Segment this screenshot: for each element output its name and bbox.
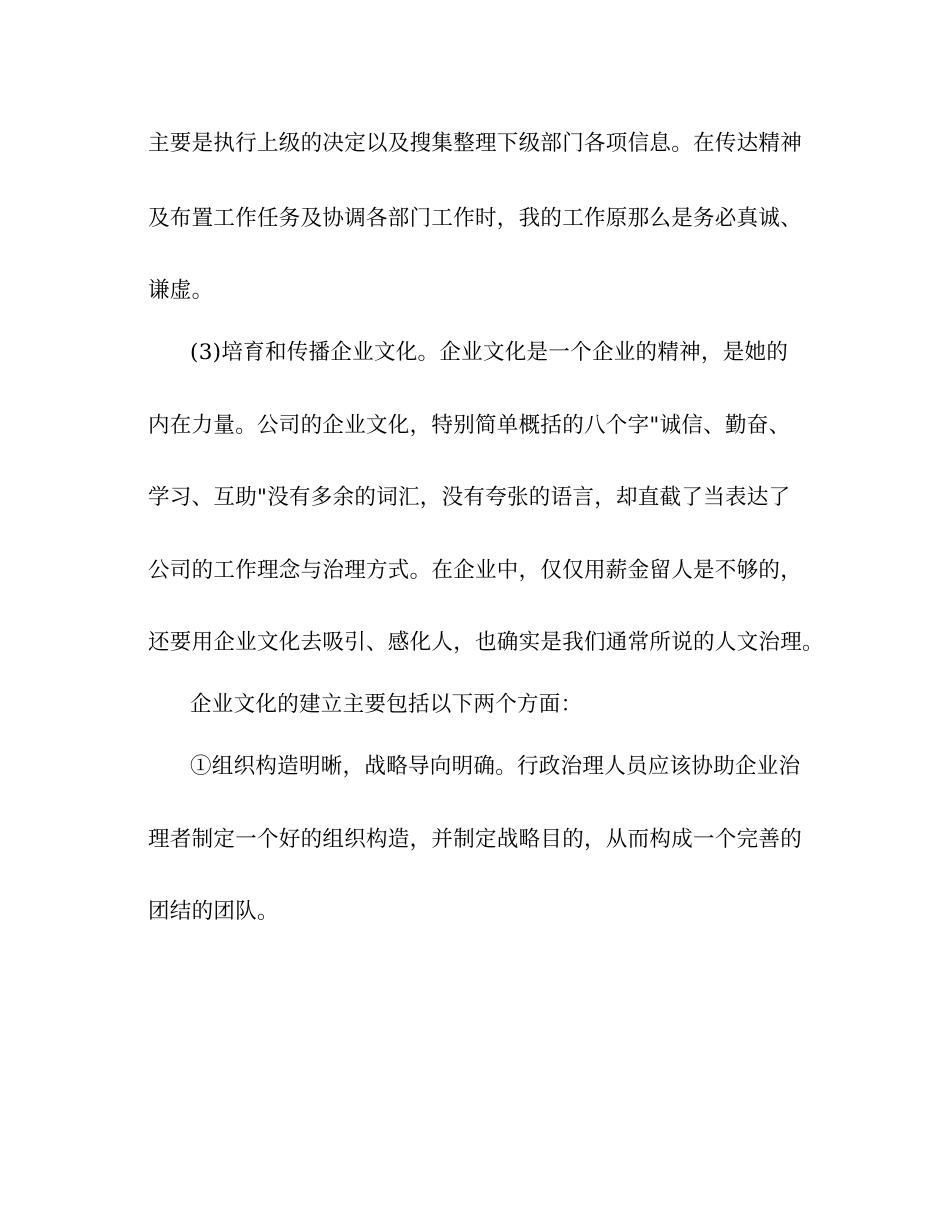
paragraph-line: 主要是执行上级的决定以及搜集整理下级部门各项信息。在传达精神 [148,131,803,156]
paragraph-line: 学习、互助"没有多余的词汇，没有夸张的语言，却直截了当表达了 [148,485,791,510]
paragraph-line: 团结的团队。 [148,899,279,924]
paragraph-line: 及布置工作任务及协调各部门工作时，我的工作原那么是务必真诚、 [148,206,803,231]
paragraph-line: 公司的工作理念与治理方式。在企业中，仅仅用薪金留人是不够的， [148,558,803,583]
paragraph-line: 内在力量。公司的企业文化，特别简单概括的八个字"诚信、勤奋、 [148,413,791,438]
paragraph-line: 企业文化的建立主要包括以下两个方面： [190,692,583,717]
paragraph-line: 理者制定一个好的组织构造，并制定战略目的，从而构成一个完善的 [148,827,803,852]
paragraph-line: (3)培育和传播企业文化。企业文化是一个企业的精神，是她的 [190,340,789,365]
paragraph-line: 谦虚。 [148,278,214,303]
paragraph-line: 还要用企业文化去吸引、感化人，也确实是我们通常所说的人文治理。 [148,630,824,655]
paragraph-line: ①组织构造明晰，战略导向明确。行政治理人员应该协助企业治 [190,754,801,779]
